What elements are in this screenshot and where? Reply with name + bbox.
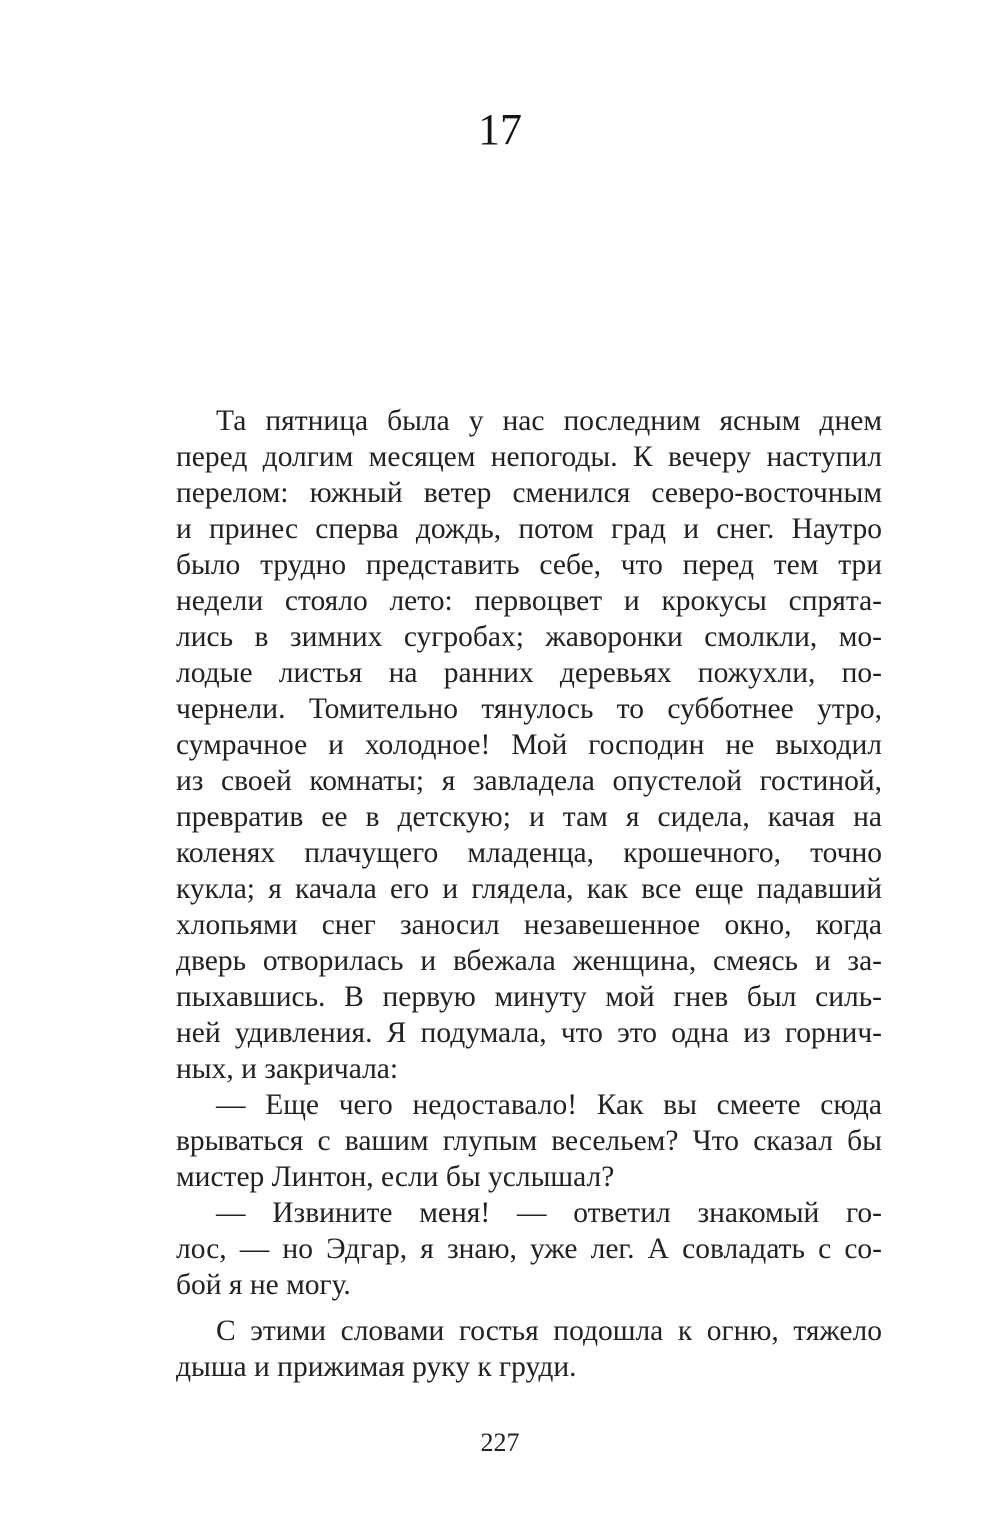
text-line: дыша и прижимая руку к груди. bbox=[176, 1351, 577, 1383]
text-line: коленях плачущего младенца, крошечного, точно bbox=[176, 837, 882, 869]
text-line: превратив ее в детскую; и там я сидела, качая на bbox=[176, 801, 882, 833]
text-line: мистер Линтон, если бы услышал? bbox=[176, 1161, 615, 1193]
text-line: врываться с вашим глупым весельем? Что сказал бы bbox=[176, 1125, 882, 1157]
text-line: перед долгим месяцем непогоды. К вечеру наступил bbox=[176, 441, 882, 473]
paragraph-4 bbox=[176, 1313, 882, 1385]
text-line: — Еще чего недоставало! Как вы смеете сюда bbox=[216, 1089, 882, 1121]
text-line: недели стояло лето: первоцвет и крокусы спрята- bbox=[176, 585, 882, 617]
paragraph-1 bbox=[176, 403, 882, 1087]
text-line: ных, и закричала: bbox=[176, 1053, 399, 1085]
text-line: и принес сперва дождь, потом град и снег. Наутро bbox=[176, 513, 882, 545]
body-text bbox=[176, 403, 882, 1385]
text-line: хлопьями снег заносил незавешенное окно, когда bbox=[176, 909, 882, 941]
page-number: 227 bbox=[480, 1428, 520, 1457]
paragraph-3 bbox=[176, 1195, 882, 1303]
text-line: было трудно представить себе, что перед тем три bbox=[176, 549, 882, 581]
text-line: из своей комнаты; я завладела опустелой гостиной, bbox=[176, 765, 882, 797]
text-line: С этими словами гостья подошла к огню, тяжело bbox=[216, 1315, 882, 1347]
text-line: лодые листья на ранних деревьях пожухли, по- bbox=[176, 657, 882, 689]
text-line: бой я не могу. bbox=[176, 1269, 351, 1301]
text-line: дверь отворилась и вбежала женщина, смеясь и за- bbox=[176, 945, 882, 977]
chapter-number: 17 bbox=[478, 105, 522, 154]
text-line: пыхавшись. В первую минуту мой гнев был силь- bbox=[176, 981, 882, 1013]
text-line: сумрачное и холодное! Мой господин не выходил bbox=[176, 729, 882, 761]
text-line: чернели. Томительно тянулось то субботнее утро, bbox=[176, 693, 882, 725]
text-line: — Извините меня! — ответил знакомый го- bbox=[216, 1197, 882, 1229]
text-line: ней удивления. Я подумала, что это одна из горнич- bbox=[176, 1017, 882, 1049]
text-line: Та пятница была у нас последним ясным днем bbox=[216, 405, 882, 437]
text-line: лос, — но Эдгар, я знаю, уже лег. А совладать с со- bbox=[176, 1233, 882, 1265]
text-line: лись в зимних сугробах; жаворонки смолкли, мо- bbox=[176, 621, 882, 653]
paragraph-2 bbox=[176, 1087, 882, 1195]
text-line: кукла; я качала его и глядела, как все еще падавший bbox=[176, 873, 882, 905]
text-line: перелом: южный ветер сменился северо-восточным bbox=[176, 477, 882, 509]
